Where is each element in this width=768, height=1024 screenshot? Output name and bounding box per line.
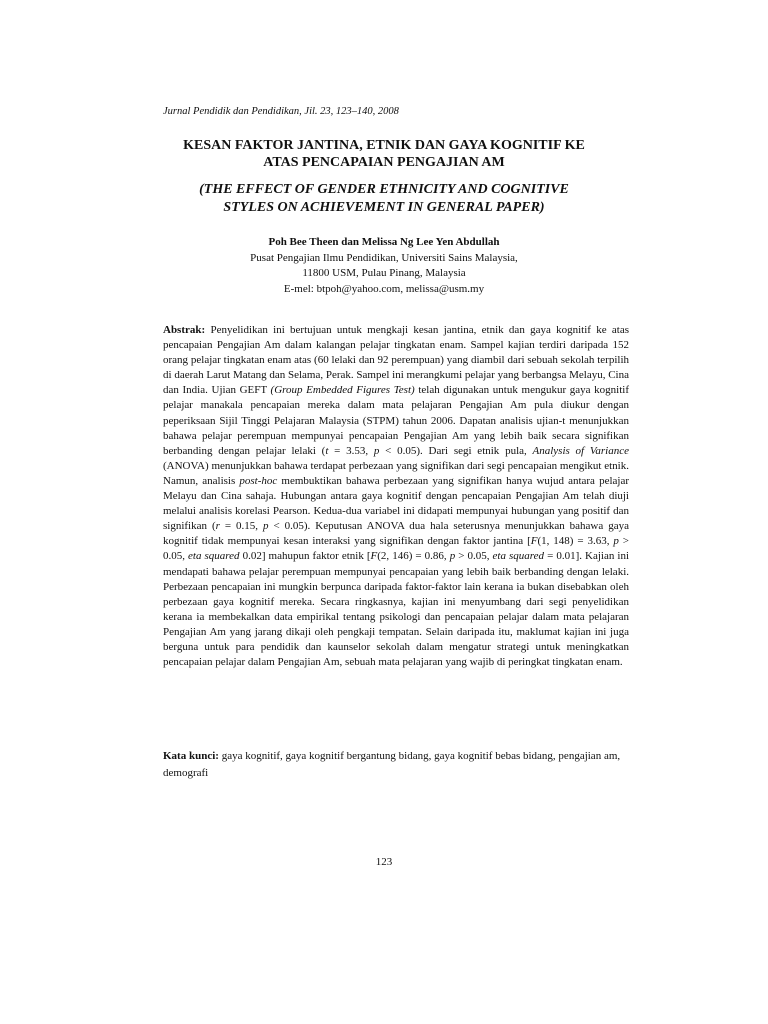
email-line: E-mel: btpoh@yahoo.com, melissa@usm.my: [283, 282, 485, 295]
abstract-text: > 0.05,: [163, 535, 629, 563]
author-names: Poh Bee Theen dan Melissa Ng Lee Yen Abdullah: [268, 236, 500, 248]
abstract-italic: Analysis of Variance: [532, 444, 629, 457]
abstract-text: = 0.15,: [219, 520, 263, 533]
paper-title-english: [120, 181, 648, 217]
abstract-text: telah digunakan untuk mengukur gaya kognitif pelajar manakala pencapaian mereka dalam mata pelajaran Pengajian Am pula diukur dengan peperiksaan Sijil Tinggi Pelajaran Malaysia (STPM) tahun 2006. Dapatan analisis ujian-t menunjukkan bahawa pelajar perempuan mempunyai pencapaian Pengajian Am yang lebih baik secara signifikan berbanding dengan pelajar lelaki (: [163, 384, 629, 457]
title-line-2: ATAS PENCAPAIAN PENGAJIAN AM: [263, 155, 505, 170]
abstract-text: = 3.53,: [328, 444, 374, 457]
affiliation-line-1: Pusat Pengajian Ilmu Pendidikan, Universiti Sains Malaysia,: [250, 251, 518, 264]
abstract-italic: eta squared: [188, 550, 240, 563]
abstract-italic: (Group Embedded Figures Test): [270, 384, 415, 397]
abstract-italic: p: [613, 535, 619, 548]
author-block: [120, 235, 648, 297]
keywords: [163, 748, 629, 782]
abstract-text: (1, 148) = 3.63,: [537, 535, 614, 548]
abstract-italic: r: [215, 520, 220, 533]
abstract-italic: post-hoc: [239, 474, 278, 487]
abstract-text: < 0.05). Dari segi etnik pula,: [379, 444, 533, 457]
abstract-text: (ANOVA) menunjukkan bahawa terdapat perbezaan yang signifikan dari segi pencapaian mengikut etnik. Namun, analisis: [163, 459, 629, 487]
abstract-italic: t: [325, 444, 329, 457]
journal-header: Jurnal Pendidik dan Pendidikan, Jil. 23, 123–140, 2008: [163, 106, 399, 117]
abstract-text: membuktikan bahawa perbezaan yang signifikan hanya wujud antara pelajar Melayu dan Cina sahaja. Hubungan antara gaya kognitif dengan pencapaian Pengajian Am telah diuji melalui analisis korelasi Pearson. Kedua-dua variabel ini didapati mempunyai hubungan yang positif dan signifikan (: [163, 474, 629, 533]
title-line-1: KESAN FAKTOR JANTINA, ETNIK DAN GAYA KOGNITIF KE: [183, 138, 585, 153]
page-number: 123: [375, 856, 393, 868]
abstract-text: = 0.01]. Kajian ini mendapati bahawa pelajar perempuan mempunyai pencapaian yang lebih baik berbanding dengan lelaki. Perbezaan pencapaian ini mungkin berpunca daripada faktor-faktor lain kerana ia bukan disebabkan oleh perbezaan gaya kognitif mereka. Secara ringkasnya, kajian ini menyumbang dari segi penyelidikan kerana ia membekalkan data empirikal tentang psikologi dan pencapaian pelajar dalam mata pelajaran Pengajian Am yang jarang dikaji oleh pengkaji tempatan. Selain daripada itu, maklumat kajian ini juga berguna untuk para pendidik dan kaunselor sekolah dalam mengatur strategi untuk meningkatkan pencapaian pelajar dalam Pengajian Am, sebuah mata pelajaran yang wajib di peringkat tingkatan enam.: [163, 550, 629, 669]
abstract-italic: p: [263, 520, 269, 533]
abstract-text: 0.02] mahupun faktor etnik [: [239, 550, 371, 563]
title-en-line-2: STYLES ON ACHIEVEMENT IN GENERAL PAPER): [223, 200, 545, 215]
abstract-text: < 0.05). Keputusan ANOVA dua hala seterusnya menunjukkan bahawa gaya kognitif tidak mempunyai kesan interaksi yang signifikan dengan faktor jantina [: [163, 520, 629, 548]
abstract-text: (2, 146) = 0.86,: [377, 550, 450, 563]
paper-title: [120, 137, 648, 171]
affiliation-line-2: 11800 USM, Pulau Pinang, Malaysia: [302, 267, 466, 279]
abstract-label: Abstrak:: [163, 324, 206, 336]
keywords-text: gaya kognitif, gaya kognitif bergantung bidang, gaya kognitif bebas bidang, pengajian am, demografi: [163, 750, 621, 779]
abstract-text: > 0.05,: [455, 550, 493, 563]
abstract-italic: p: [449, 550, 456, 563]
title-en-line-1: (THE EFFECT OF GENDER ETHNICITY AND COGNITIVE: [199, 182, 569, 197]
keywords-label: Kata kunci:: [163, 750, 219, 762]
abstract-text: Penyelidikan ini bertujuan untuk mengkaji kesan jantina, etnik dan gaya kognitif ke atas pencapaian Pengajian Am dalam kalangan pelajar tingkatan enam. Sampel kajian terdiri daripada 152 orang pelajar tingkatan enam atas (60 lelaki dan 92 perempuan) yang diambil dari sebuah sekolah terpilih di daerah Larut Matang dan Selama, Perak. Sampel ini merangkumi pelajar yang berbangsa Melayu, Cina dan India. Ujian GEFT: [163, 324, 629, 397]
abstract-italic: F: [530, 535, 538, 548]
abstract: [163, 323, 629, 670]
abstract-italic: p: [373, 444, 380, 457]
abstract-italic: F: [370, 550, 378, 563]
abstract-italic: eta squared: [492, 550, 545, 563]
